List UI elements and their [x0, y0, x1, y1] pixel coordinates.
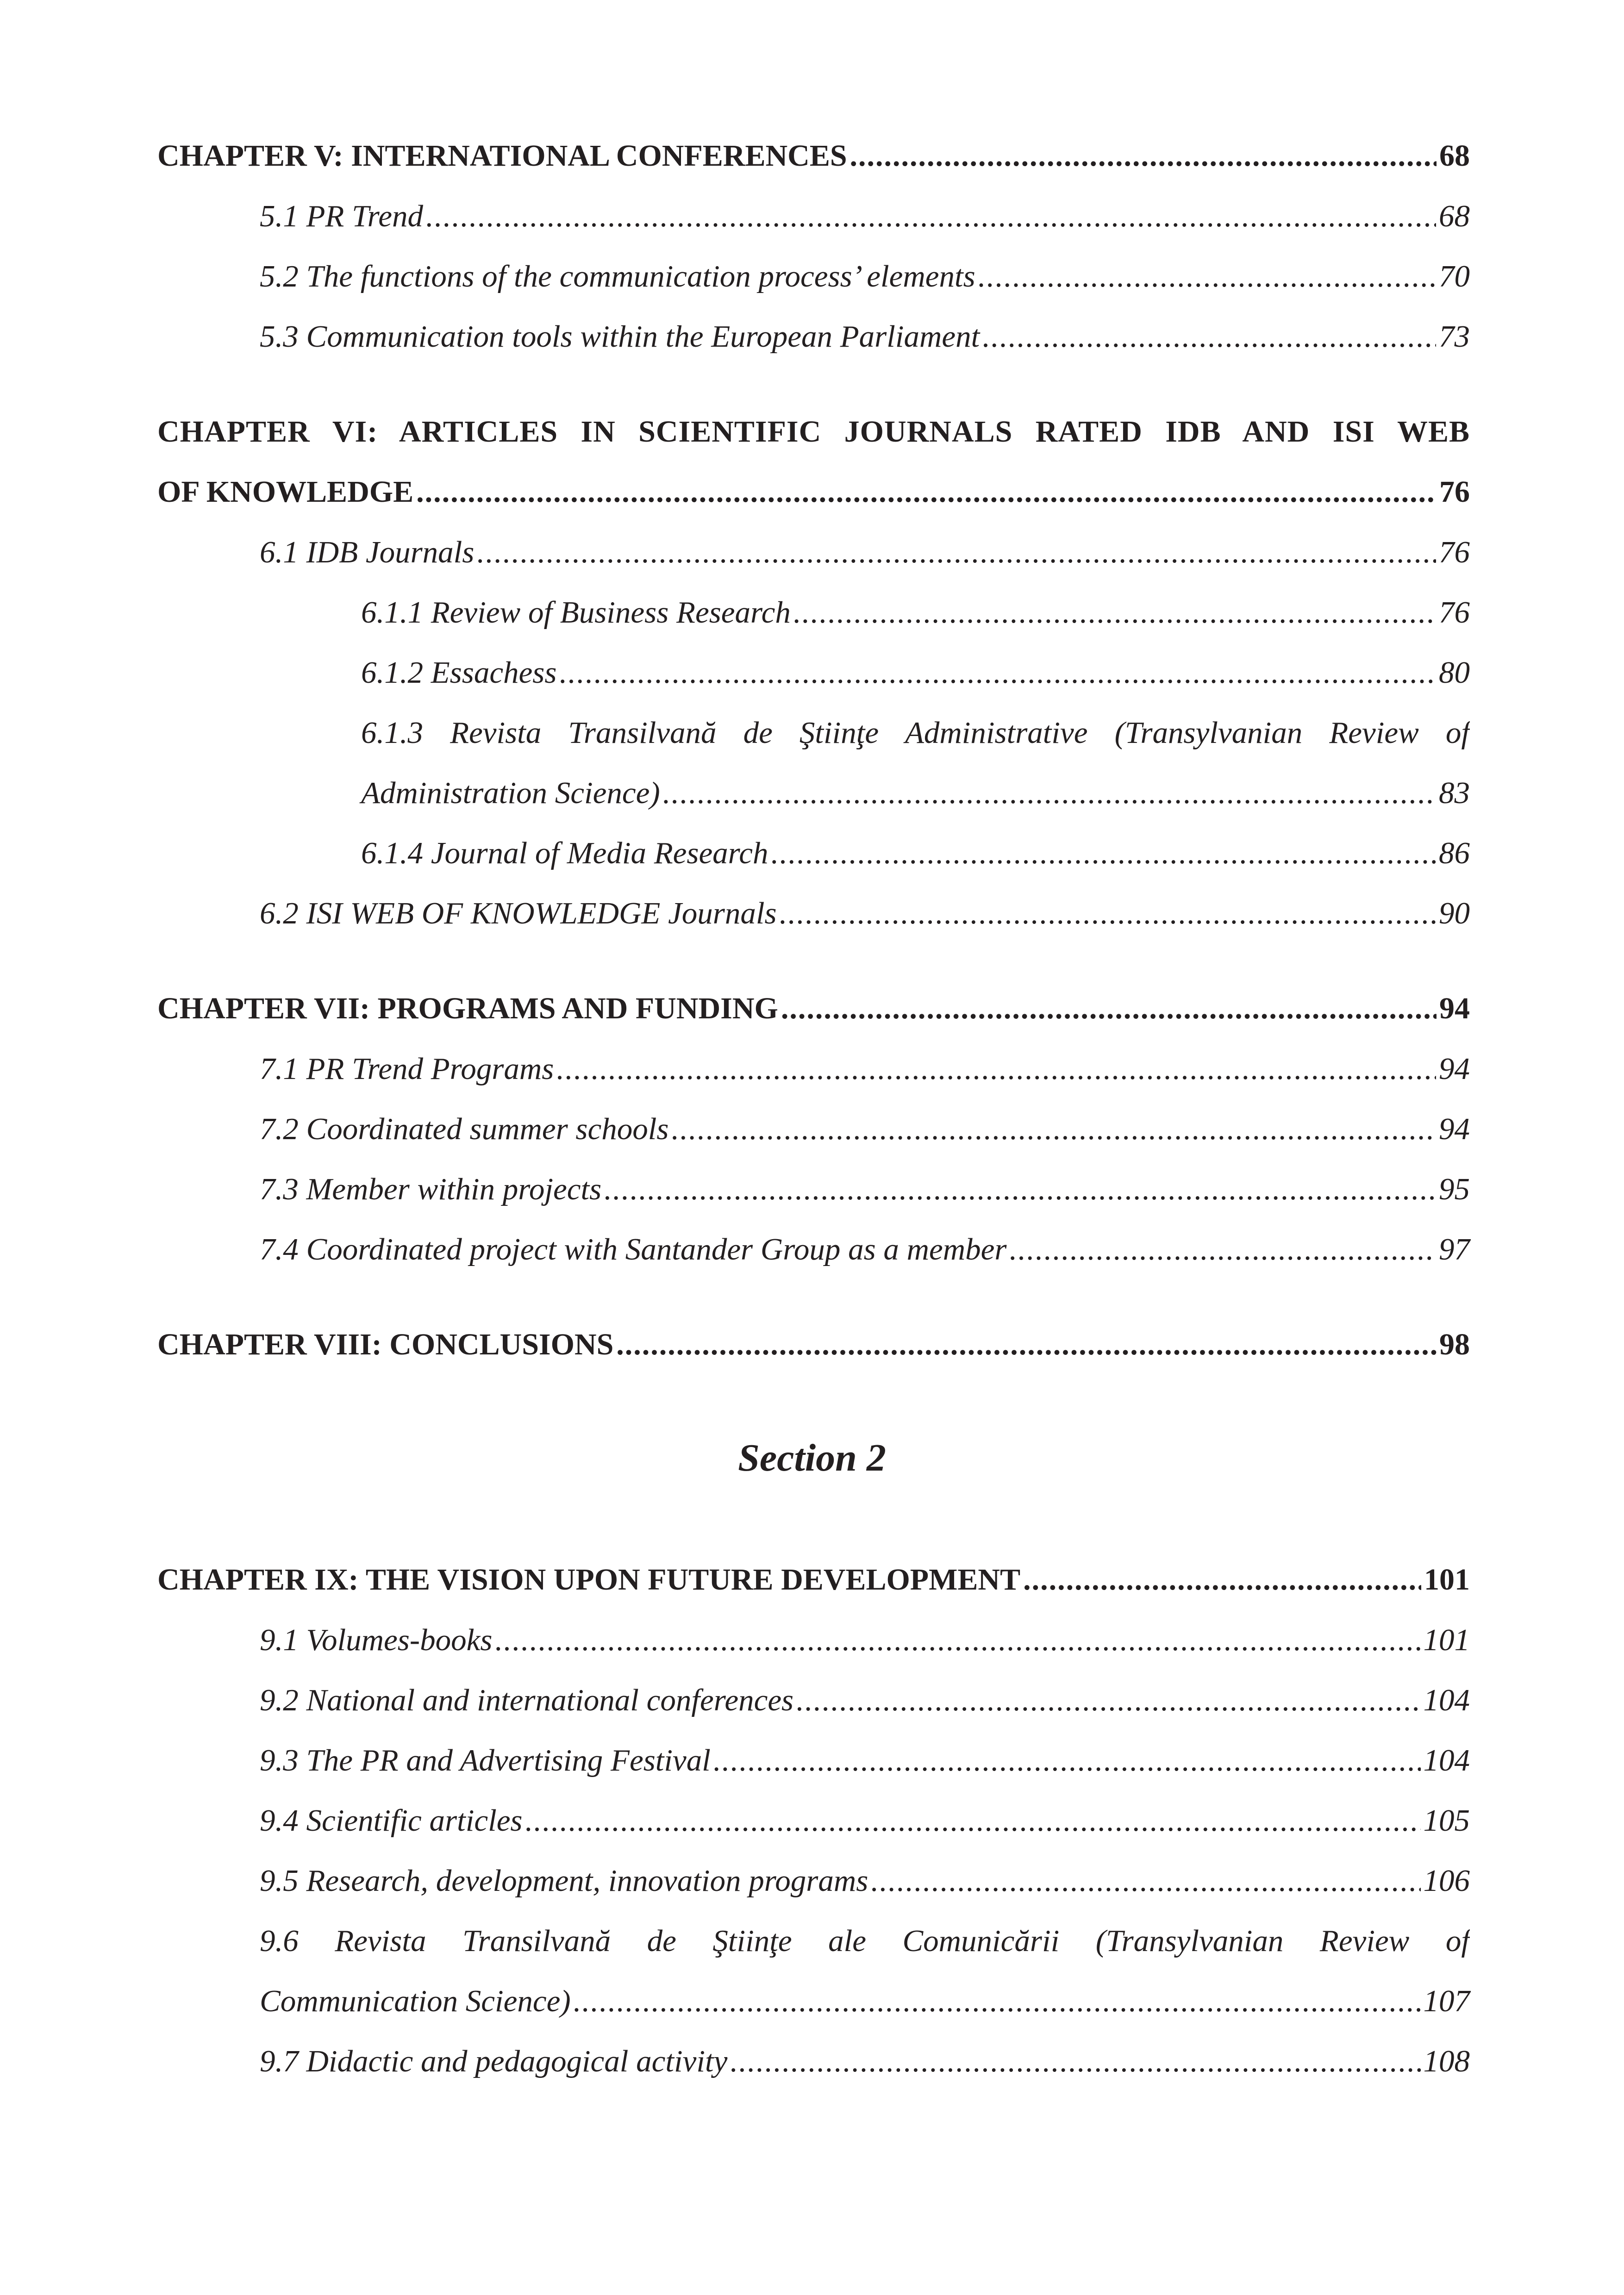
toc-page-number: 106 — [1423, 1864, 1470, 1898]
toc-leader — [477, 534, 1436, 571]
toc-entry-title: 7.2 Coordinated summer schools — [260, 1112, 669, 1146]
toc-page-number: 83 — [1439, 776, 1470, 810]
toc-entry-9-3[interactable] — [260, 1742, 1470, 1779]
toc-entry-5-3[interactable] — [260, 318, 1470, 355]
toc-page-number: 94 — [1439, 1112, 1470, 1146]
toc-entry-9-5[interactable] — [260, 1862, 1470, 1899]
toc-entry-7-1[interactable] — [260, 1050, 1470, 1087]
toc-entry-title: 9.7 Didactic and pedagogical activity — [260, 2044, 728, 2078]
toc-leader — [780, 895, 1436, 932]
toc-leader — [771, 835, 1436, 872]
toc-entry-6-1[interactable] — [260, 534, 1470, 571]
toc-leader — [982, 318, 1436, 355]
toc-page-number: 86 — [1439, 836, 1470, 870]
toc-page-number: 80 — [1439, 655, 1470, 690]
toc-leader — [604, 1171, 1436, 1208]
toc-page-number: 104 — [1423, 1743, 1470, 1777]
toc-entry-title: 9.4 Scientific articles — [260, 1803, 523, 1838]
toc-entry-title: OF KNOWLEDGE — [157, 475, 414, 509]
toc-entry-7-3[interactable] — [260, 1171, 1470, 1208]
toc-page-number: 95 — [1439, 1172, 1470, 1206]
toc-leader — [616, 1326, 1437, 1363]
section-heading: Section 2 — [738, 1436, 886, 1479]
toc-entry-chapter-8[interactable] — [157, 1326, 1470, 1363]
toc-entry-6-1-4[interactable] — [361, 835, 1470, 872]
toc-entry-title: 5.3 Communication tools within the European Parliament — [260, 319, 980, 354]
toc-leader — [559, 654, 1436, 691]
toc-entry-9-2[interactable] — [260, 1682, 1470, 1719]
toc-page-number: 98 — [1439, 1328, 1470, 1361]
toc-page-number: 94 — [1439, 1052, 1470, 1086]
toc-page-number: 68 — [1439, 139, 1470, 173]
toc-entry-chapter-6[interactable] — [157, 474, 1470, 511]
toc-entry-6-1-2[interactable] — [361, 654, 1470, 691]
toc-leader — [671, 1110, 1436, 1148]
toc-entry-title: 6.1 IDB Journals — [260, 535, 475, 569]
toc-entry-7-4[interactable] — [260, 1231, 1470, 1268]
toc-entry-title: 7.1 PR Trend Programs — [260, 1052, 554, 1086]
toc-page-number: 70 — [1439, 259, 1470, 293]
toc-entry-title: CHAPTER IX: THE VISION UPON FUTURE DEVELOPMENT — [157, 1563, 1021, 1597]
toc-entry-title: CHAPTER V: INTERNATIONAL CONFERENCES — [157, 139, 847, 173]
toc-entry-9-7[interactable] — [260, 2043, 1470, 2080]
toc-entry-title: 9.3 The PR and Advertising Festival — [260, 1743, 711, 1777]
toc-leader — [1010, 1231, 1437, 1268]
toc-leader — [574, 1983, 1421, 2020]
toc-entry-6-2[interactable] — [260, 895, 1470, 932]
toc-leader — [525, 1802, 1421, 1839]
toc-page-number: 101 — [1424, 1563, 1470, 1597]
toc-entry-title: Communication Science) — [260, 1984, 571, 2018]
toc-entry-title: 6.1.2 Essachess — [361, 655, 557, 690]
toc-entry-5-2[interactable] — [260, 258, 1470, 295]
toc-entry-9-4[interactable] — [260, 1802, 1470, 1839]
toc-leader — [556, 1050, 1436, 1087]
toc-entry-title: 7.4 Coordinated project with Santander Group as a member — [260, 1232, 1007, 1266]
toc-entry-title: 5.2 The functions of the communication process’ elements — [260, 259, 975, 293]
toc-entry-title: 6.1.4 Journal of Media Research — [361, 836, 768, 870]
toc-leader — [871, 1862, 1420, 1899]
toc-leader — [663, 774, 1436, 811]
toc-leader — [730, 2043, 1420, 2080]
toc-page-number: 94 — [1439, 992, 1470, 1025]
toc-entry-title: 6.2 ISI WEB OF KNOWLEDGE Journals — [260, 896, 777, 930]
toc-leader — [1023, 1561, 1421, 1598]
toc-page-number: 76 — [1439, 595, 1470, 630]
toc-entry-5-1[interactable] — [260, 198, 1470, 235]
toc-page-number: 107 — [1423, 1984, 1470, 2018]
toc-entry-chapter-5[interactable] — [157, 137, 1470, 175]
toc-entry-9-6[interactable] — [260, 1983, 1470, 2020]
toc-entry-title: 9.1 Volumes-books — [260, 1623, 493, 1657]
toc-entry-chapter-6-line1[interactable]: CHAPTER VI: ARTICLES IN SCIENTIFIC JOURNALS RATED IDB AND ISI WEB — [157, 415, 1470, 449]
toc-page-number: 105 — [1423, 1803, 1470, 1838]
toc-entry-title: 5.1 PR Trend — [260, 199, 423, 233]
toc-page-number: 76 — [1439, 475, 1470, 509]
toc-entry-6-1-3[interactable] — [361, 774, 1470, 811]
toc-page-number: 73 — [1439, 319, 1470, 354]
toc-leader — [796, 1682, 1420, 1719]
toc-entry-chapter-9[interactable] — [157, 1561, 1470, 1598]
toc-entry-9-6-line1[interactable]: 9.6 Revista Transilvană de Ştiinţe ale Comunicării (Transylvanian Review of — [260, 1924, 1470, 1958]
toc-entry-title: 6.1.1 Review of Business Research — [361, 595, 791, 630]
toc-page-number: 76 — [1439, 535, 1470, 569]
toc-entry-7-2[interactable] — [260, 1110, 1470, 1148]
toc-entry-title: Administration Science) — [361, 776, 660, 810]
toc-entry-title: 9.2 National and international conferences — [260, 1683, 794, 1717]
toc-leader — [850, 137, 1437, 175]
toc-leader — [426, 198, 1436, 235]
toc-entry-9-1[interactable] — [260, 1621, 1470, 1659]
toc-leader — [793, 594, 1436, 631]
toc-page-number: 104 — [1423, 1683, 1470, 1717]
toc-leader — [978, 258, 1436, 295]
toc-leader — [495, 1621, 1420, 1659]
toc-entry-chapter-7[interactable] — [157, 990, 1470, 1027]
toc-entry-6-1-3-line1[interactable]: 6.1.3 Revista Transilvană de Ştiinţe Administrative (Transylvanian Review of — [361, 716, 1470, 750]
toc-entry-6-1-1[interactable] — [361, 594, 1470, 631]
toc-leader — [781, 990, 1437, 1027]
toc-leader — [416, 474, 1437, 511]
toc-entry-title: 9.5 Research, development, innovation programs — [260, 1864, 868, 1898]
toc-page-number: 97 — [1439, 1232, 1470, 1266]
toc-leader — [713, 1742, 1421, 1779]
toc-page-number: 101 — [1423, 1623, 1470, 1657]
toc-page-number: 90 — [1439, 896, 1470, 930]
toc-page-number: 68 — [1439, 199, 1470, 233]
toc-entry-title: 7.3 Member within projects — [260, 1172, 602, 1206]
toc-entry-title: CHAPTER VII: PROGRAMS AND FUNDING — [157, 992, 778, 1025]
toc-page-number: 108 — [1423, 2044, 1470, 2078]
toc-entry-title: CHAPTER VIII: CONCLUSIONS — [157, 1328, 614, 1361]
